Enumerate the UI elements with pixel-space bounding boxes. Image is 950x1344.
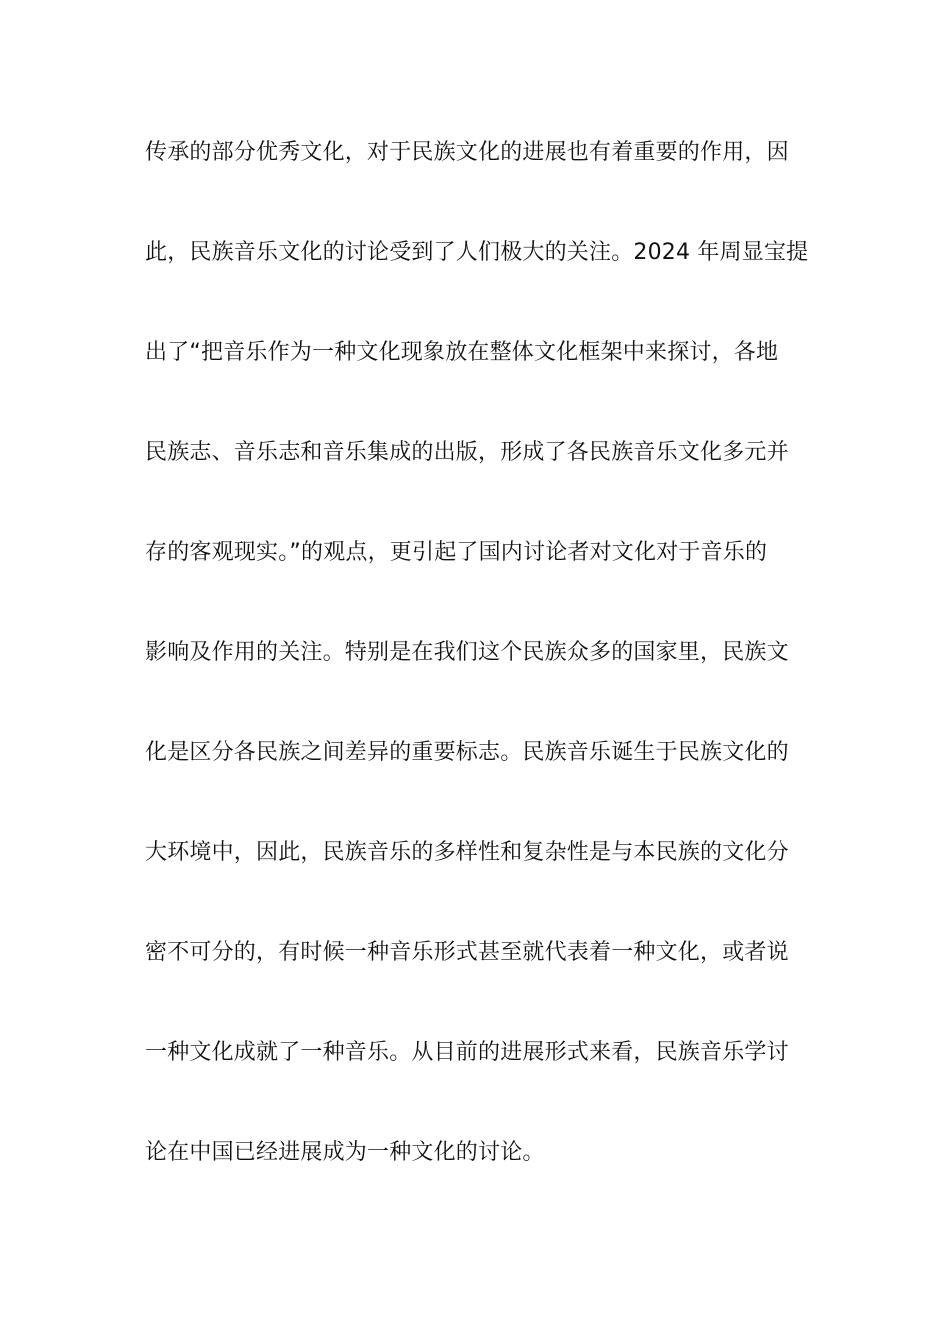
text-line: 民族志、音乐志和音乐集成的出版，形成了各民族音乐文化多元并 <box>145 440 789 465</box>
text-line: 传承的部分优秀文化，对于民族文化的进展也有着重要的作用，因 <box>145 140 789 165</box>
text-line: 大环境中，因此，民族音乐的多样性和复杂性是与本民族的文化分 <box>145 840 789 865</box>
text-line: 一种文化成就了一种音乐。从目前的进展形式来看，民族音乐学讨 <box>145 1040 789 1065</box>
text-line: 出了“把音乐作为一种文化现象放在整体文化框架中来探讨，各地 <box>145 340 779 365</box>
body-paragraph <box>145 126 815 1226</box>
text-line: 此，民族音乐文化的讨论受到了人们极大的关注。2024 年周显宝提 <box>145 240 809 265</box>
text-line: 化是区分各民族之间差异的重要标志。民族音乐诞生于民族文化的 <box>145 740 789 765</box>
text-line: 存的客观现实。”的观点，更引起了国内讨论者对文化对于音乐的 <box>145 540 768 565</box>
text-line: 密不可分的，有时候一种音乐形式甚至就代表着一种文化，或者说 <box>145 940 789 965</box>
text-line: 论在中国已经进展成为一种文化的讨论。 <box>145 1140 545 1165</box>
text-line: 影响及作用的关注。特别是在我们这个民族众多的国家里，民族文 <box>145 640 789 665</box>
